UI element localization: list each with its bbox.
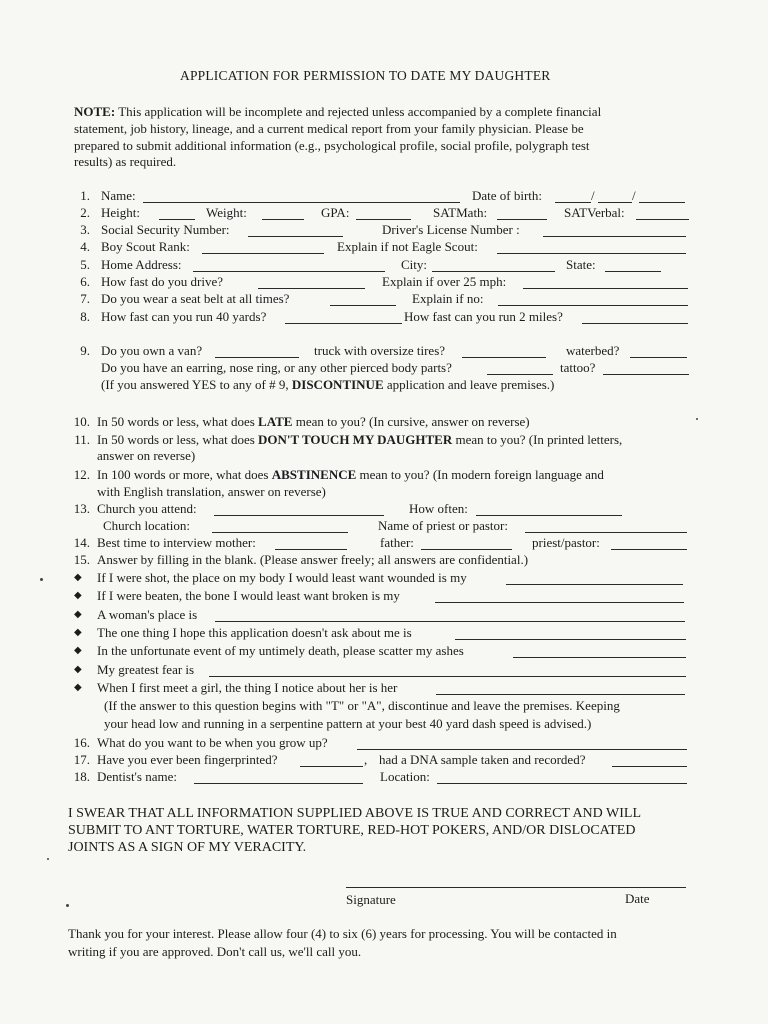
q9-note-pre: (If you answered YES to any of # 9, [101,377,289,392]
note-line-1 [74,104,601,120]
license-label: Driver's License Number : [382,222,520,237]
van-field[interactable] [215,357,299,358]
state-field[interactable] [605,271,661,272]
bullet-ashes-label: In the unfortunate event of my untimely death, please scatter my ashes [97,643,464,658]
eagle-explain-field[interactable] [497,253,686,254]
item-number-6: 6. [80,274,90,289]
truck-field[interactable] [462,357,546,358]
q11-post: mean to you? (In printed letters, [455,432,623,447]
seatbelt-label: Do you wear a seat belt at all times? [101,291,290,306]
how-often-field[interactable] [476,515,622,516]
dentist-label: Dentist's name: [97,769,177,784]
seatbelt-explain-field[interactable] [498,305,688,306]
q9-discontinue-note [101,377,554,393]
bullet-girl-label: When I first meet a girl, the thing I notice about her is her [97,680,398,695]
signature-label: Signature [346,892,396,907]
bullet-beaten-label: If I were beaten, the bone I would least want broken is my [97,588,400,603]
bullet-marker: ◆ [74,645,82,656]
q11-line-2: answer on reverse) [97,448,196,463]
truck-label: truck with oversize tires? [314,343,446,358]
speed-explain-field[interactable] [523,288,688,289]
bullet-marker: ◆ [74,664,82,675]
city-label: City: [401,257,428,272]
city-field[interactable] [432,271,555,272]
oath-line-3: JOINTS AS A SIGN OF MY VERACITY. [68,840,307,855]
bullet-woman-label: A woman's place is [97,607,198,622]
q10-text [97,414,530,430]
q11-bold: DON'T TOUCH MY DAUGHTER [258,432,453,447]
item-number-4: 4. [80,239,90,254]
bullet-marker: ◆ [74,590,82,601]
q12-line-2: with English translation, answer on reverse) [97,484,326,499]
height-field[interactable] [159,219,195,220]
how-often-label: How often: [409,501,468,516]
note-label: NOTE: [74,104,116,119]
scan-speck [66,904,69,907]
bullet-marker: ◆ [74,609,82,620]
note-line-2: statement, job history, lineage, and a current medical report from your family physician. Please be [74,121,584,136]
q12-pre: In 100 words or more, what does [97,467,269,482]
fingerprint-field[interactable] [300,766,363,767]
item-number-5: 5. [80,257,90,272]
interview-father-label: father: [380,535,414,550]
bullet-marker: ◆ [74,682,82,693]
item-number-18: 18. [73,769,90,784]
tattoo-field[interactable] [603,374,689,375]
address-label: Home Address: [101,257,182,272]
grow-up-label: What do you want to be when you grow up? [97,735,328,750]
item-number-7: 7. [80,291,90,306]
dna-label: had a DNA sample taken and recorded? [379,752,586,767]
page-title: APPLICATION FOR PERMISSION TO DATE MY DAUGHTER [180,68,551,83]
note-line-4: results) as required. [74,154,177,169]
satmath-field[interactable] [497,219,547,220]
q9-note-bold: DISCONTINUE [291,377,384,392]
bullet-ashes-field[interactable] [513,657,686,658]
eagle-explain-label: Explain if not Eagle Scout: [337,239,478,254]
church-field[interactable] [214,515,384,516]
bullet-shot-field[interactable] [506,584,683,585]
q10-post: mean to you? (In cursive, answer on reverse) [295,414,530,429]
bullet-girl-field[interactable] [436,694,685,695]
van-label: Do you own a van? [101,343,203,358]
note-line-3: prepared to submit additional information (e.g., psychological profile, social profile, polygraph test [74,138,590,153]
q11-text [97,432,622,448]
satverbal-label: SATVerbal: [564,205,625,220]
satmath-label: SATMath: [433,205,488,220]
name-label: Name: [101,188,136,203]
ssn-label: Social Security Number: [101,222,230,237]
run-40-field[interactable] [285,323,402,324]
dob-year-field[interactable] [639,202,685,203]
item-number-17: 17. [73,752,90,767]
tattoo-label: tattoo? [560,360,596,375]
item-number-8: 8. [80,309,90,324]
gpa-field[interactable] [356,219,411,220]
ssn-field[interactable] [248,236,343,237]
scan-speck [696,418,698,420]
dentist-location-field[interactable] [437,783,687,784]
priest-name-field[interactable] [525,532,687,533]
item-number-15: 15. [73,552,90,567]
run-2mi-field[interactable] [582,323,688,324]
seatbelt-explain-label: Explain if no: [412,291,484,306]
q12-post: mean to you? (In modern foreign language and [359,467,604,482]
dob-label: Date of birth: [472,188,543,203]
church-location-field[interactable] [212,532,348,533]
church-label: Church you attend: [97,501,197,516]
interview-mother-label: Best time to interview mother: [97,535,256,550]
item-number-11: 11. [74,432,90,447]
q15-intro: Answer by filling in the blank. (Please answer freely; all answers are confidential.) [97,552,529,567]
speed-explain-label: Explain if over 25 mph: [382,274,507,289]
q9-note-post: application and leave premises.) [386,377,555,392]
run-2mi-label: How fast can you run 2 miles? [404,309,563,324]
bullet-woman-field[interactable] [215,621,685,622]
seatbelt-field[interactable] [330,305,396,306]
license-field[interactable] [543,236,686,237]
interview-pastor-label: priest/pastor: [532,535,600,550]
item-number-10: 10. [73,414,90,429]
weight-field[interactable] [262,219,304,220]
piercing-field[interactable] [487,374,553,375]
item-number-16: 16. [73,735,90,750]
bullet-fear-label: My greatest fear is [97,662,195,677]
dob-slash-1: / [591,188,595,203]
bullet-hope-field[interactable] [455,639,686,640]
drive-speed-field[interactable] [258,288,365,289]
scan-speck [40,578,43,581]
waterbed-label: waterbed? [566,343,620,358]
dob-slash-2: / [632,188,636,203]
item-number-9: 9. [80,343,90,358]
item-number-13: 13. [73,501,90,516]
address-field[interactable] [193,271,385,272]
dentist-location-label: Location: [380,769,430,784]
q15-warning-2: your head low and running in a serpentine pattern at your best 40 yard dash speed is advised.) [104,716,592,731]
dna-field[interactable] [612,766,687,767]
item-number-1: 1. [80,188,90,203]
item-number-3: 3. [80,222,90,237]
church-location-label: Church location: [103,518,191,533]
signature-field[interactable] [346,887,686,888]
oath-line-1: I SWEAR THAT ALL INFORMATION SUPPLIED ABOVE IS TRUE AND CORRECT AND WILL [68,806,641,821]
date-label: Date [625,891,650,906]
state-label: State: [566,257,596,272]
dob-month-field[interactable] [555,202,591,203]
bullet-marker: ◆ [74,627,82,638]
scout-rank-field[interactable] [202,253,324,254]
oath-line-2: SUBMIT TO ANT TORTURE, WATER TORTURE, RED-HOT POKERS, AND/OR DISLOCATED [68,823,636,838]
interview-pastor-field[interactable] [611,549,687,550]
q10-pre: In 50 words or less, what does [97,414,255,429]
q12-bold: ABSTINENCE [271,467,357,482]
q12-text [97,467,604,483]
q15-warning-1: (If the answer to this question begins with "T" or "A", discontinue and leave the premises. Keeping [104,698,620,713]
gpa-label: GPA: [321,205,350,220]
dentist-field[interactable] [194,783,363,784]
run-40-label: How fast can you run 40 yards? [101,309,267,324]
grow-up-field[interactable] [357,749,687,750]
bullet-beaten-field[interactable] [435,602,684,603]
name-field[interactable] [143,202,460,203]
weight-label: Weight: [206,205,247,220]
interview-mother-field[interactable] [275,549,347,550]
waterbed-field[interactable] [630,357,687,358]
scan-speck [47,858,49,860]
fingerprint-label: Have you ever been fingerprinted? [97,752,278,767]
q10-bold: LATE [258,414,293,429]
interview-father-field[interactable] [421,549,512,550]
q11-pre: In 50 words or less, what does [97,432,255,447]
bullet-shot-label: If I were shot, the place on my body I would least want wounded is my [97,570,467,585]
note-text-1: This application will be incomplete and rejected unless accompanied by a complete financial [118,104,602,119]
item-number-12: 12. [73,467,90,482]
item-number-2: 2. [80,205,90,220]
dob-day-field[interactable] [598,202,632,203]
priest-name-label: Name of priest or pastor: [378,518,508,533]
footer-line-2: writing if you are approved. Don't call us, we'll call you. [68,944,362,959]
footer-line-1: Thank you for your interest. Please allow four (4) to six (6) years for processing. You will be contacted in [68,926,617,941]
satverbal-field[interactable] [636,219,689,220]
height-label: Height: [101,205,140,220]
piercing-label: Do you have an earring, nose ring, or any other pierced body parts? [101,360,452,375]
bullet-hope-label: The one thing I hope this application doesn't ask about me is [97,625,412,640]
bullet-fear-field[interactable] [209,676,686,677]
drive-speed-label: How fast do you drive? [101,274,224,289]
scout-rank-label: Boy Scout Rank: [101,239,190,254]
bullet-marker: ◆ [74,572,82,583]
q17-comma: , [364,752,368,767]
item-number-14: 14. [73,535,90,550]
